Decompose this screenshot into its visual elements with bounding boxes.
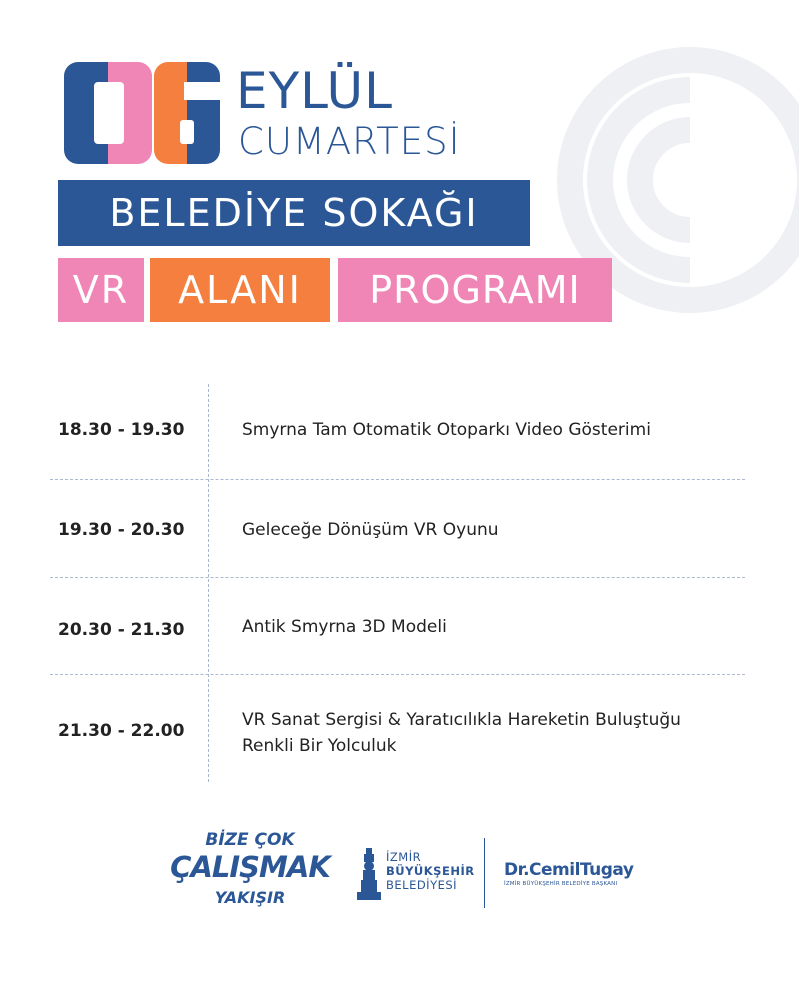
footer-divider [484, 838, 485, 908]
weekday-label: CUMARTESİ [238, 120, 461, 163]
schedule-time: 18.30 - 19.30 [58, 420, 185, 440]
schedule-title: Geleceğe Dönüşüm VR Oyunu [242, 520, 499, 540]
row-divider [50, 479, 745, 480]
schedule-time: 21.30 - 22.00 [58, 721, 185, 741]
banner-word-alani: ALANI [150, 258, 330, 322]
schedule-title: VR Sanat Sergisi & Yaratıcılıkla Hareketin Buluştuğu Renkli Bir Yolculuk [242, 710, 681, 756]
venue-banner: BELEDİYE SOKAĞI [58, 180, 530, 246]
month-label: EYLÜL [236, 62, 393, 120]
schedule-table [50, 384, 750, 784]
schedule-column-divider [208, 384, 209, 782]
signature-role: İZMİR BÜYÜKŞEHİR BELEDİYE BAŞKANI [504, 881, 618, 887]
mayor-signature [504, 860, 633, 887]
schedule-title: Antik Smyrna 3D Modeli [242, 617, 447, 637]
slogan-logo [160, 830, 340, 916]
day-digit-2 [152, 62, 222, 164]
slogan-line: BİZE ÇOK [205, 830, 295, 850]
signature-name: Dr.CemilTugay [504, 860, 634, 880]
clock-tower-icon [354, 846, 384, 902]
row-divider [50, 577, 745, 578]
municipality-line: BELEDİYESİ [386, 878, 458, 892]
slogan-line: YAKIŞIR [214, 888, 286, 907]
municipality-logo-text [386, 850, 475, 892]
schedule-time: 20.30 - 21.30 [58, 620, 185, 640]
banner-word-programi: PROGRAMI [338, 258, 612, 322]
schedule-title: Smyrna Tam Otomatik Otoparkı Video Gösterimi [242, 420, 651, 440]
row-divider [50, 674, 745, 675]
municipality-line: BÜYÜKŞEHİR [386, 864, 475, 878]
schedule-time: 19.30 - 20.30 [58, 520, 185, 540]
banner-word-vr: VR [58, 258, 144, 322]
day-digit-1 [64, 62, 154, 164]
municipality-line: İZMİR [386, 850, 422, 864]
slogan-line: ÇALIŞMAK [170, 850, 330, 884]
